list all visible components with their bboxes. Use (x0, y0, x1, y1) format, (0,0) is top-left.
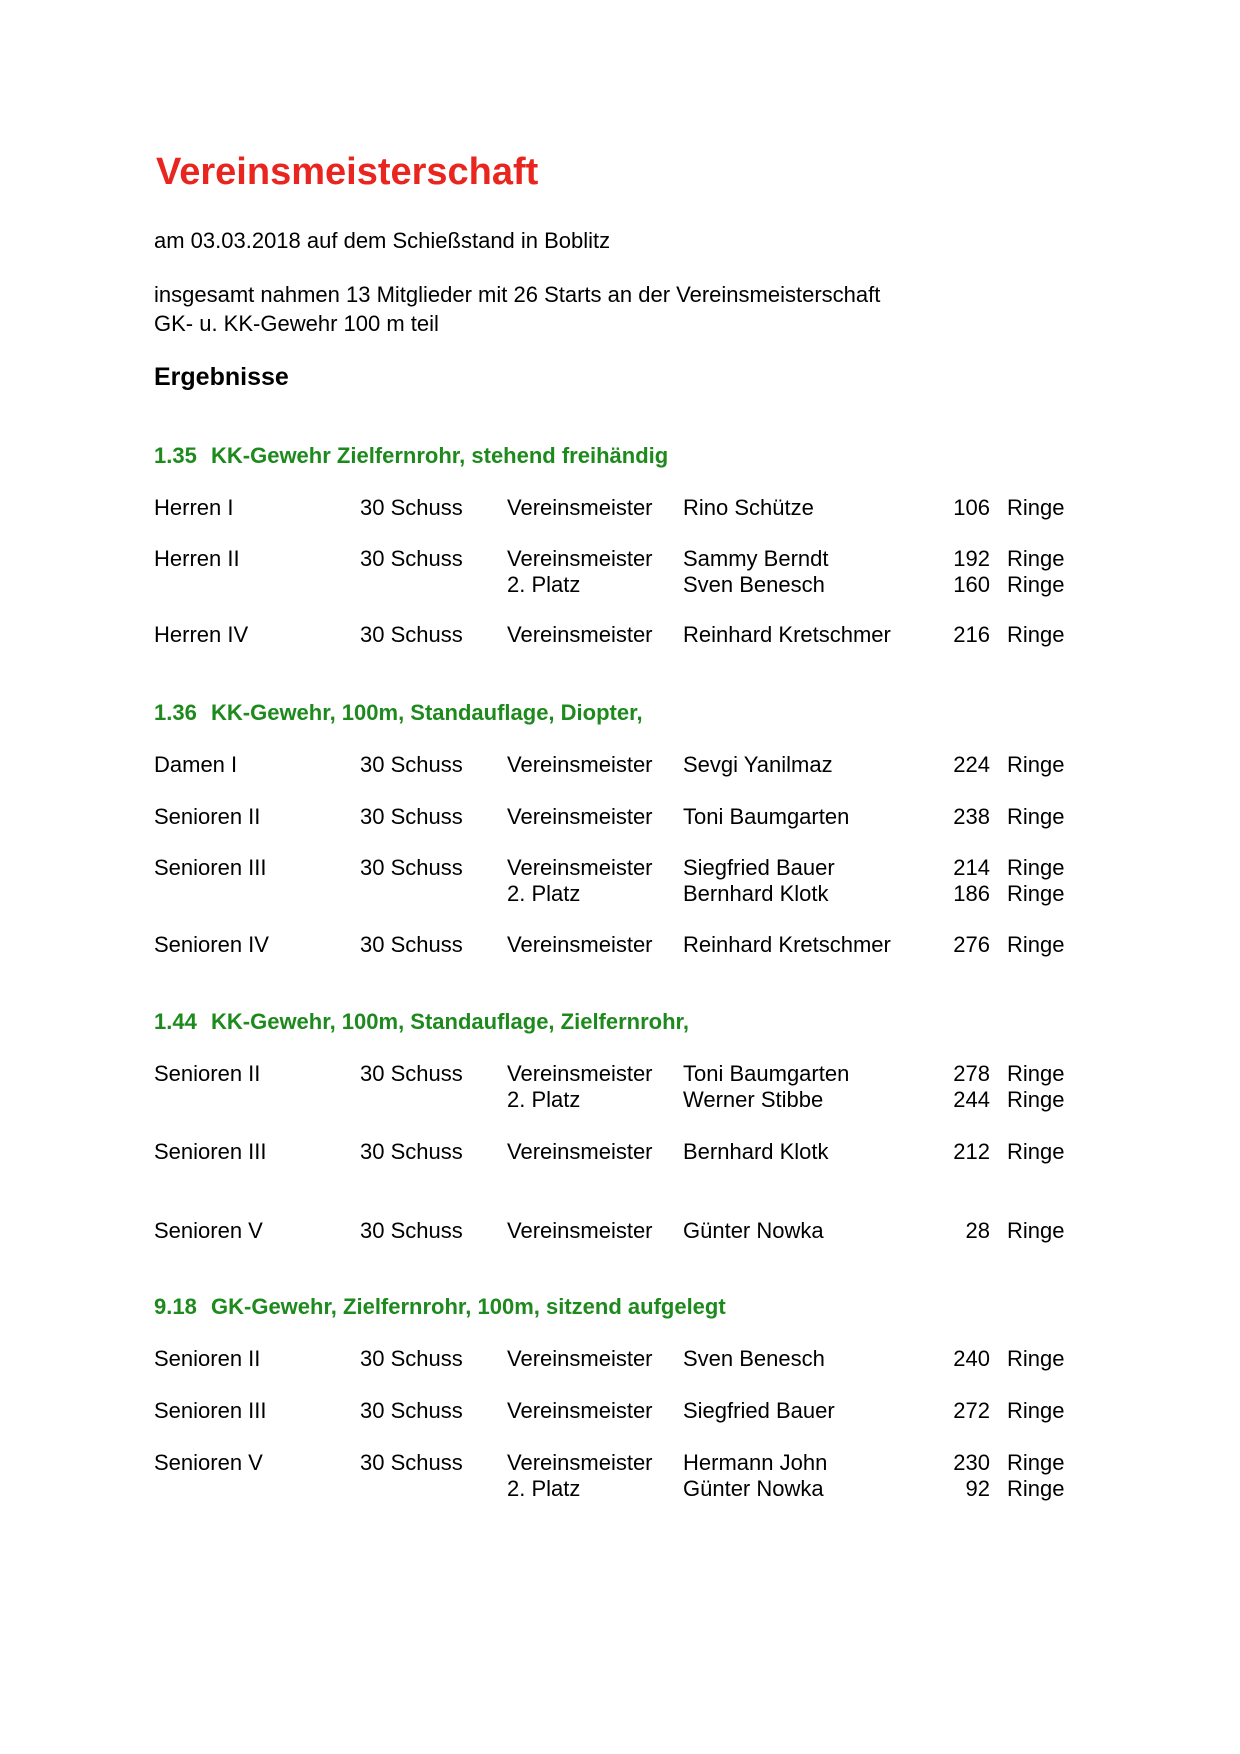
score-unit: Ringe (1007, 855, 1065, 880)
shot-count: 30 Schuss (360, 1346, 463, 1371)
score: 212 (953, 1139, 990, 1164)
section-title (154, 441, 668, 470)
section-discipline: GK-Gewehr, Zielfernrohr, 100m, sitzend aufgelegt (211, 1294, 726, 1319)
shot-count: 30 Schuss (360, 1450, 463, 1475)
score: 28 (965, 1218, 990, 1243)
class-name: Senioren III (154, 855, 267, 880)
placement: Vereinsmeister (507, 622, 653, 647)
placement: Vereinsmeister (507, 495, 653, 520)
shooter-name: Sevgi Yanilmaz (683, 752, 833, 777)
score-unit: Ringe (1007, 752, 1065, 777)
class-name: Damen I (154, 752, 238, 777)
placement: Vereinsmeister (507, 1398, 653, 1423)
shot-count: 30 Schuss (360, 622, 463, 647)
score: 224 (953, 752, 990, 777)
score: 230 (953, 1450, 990, 1475)
shooter-name: Günter Nowka (683, 1218, 824, 1243)
shooter-name: Sammy Berndt (683, 546, 829, 571)
score-unit: Ringe (1007, 1087, 1065, 1112)
score: 186 (953, 881, 990, 906)
score: 216 (953, 622, 990, 647)
shooter-name: Sven Benesch (683, 1346, 825, 1371)
score-unit: Ringe (1007, 1398, 1065, 1423)
score: 276 (953, 932, 990, 957)
shooter-name: Rino Schütze (683, 495, 814, 520)
placement: Vereinsmeister (507, 752, 653, 777)
shot-count: 30 Schuss (360, 932, 463, 957)
score-unit: Ringe (1007, 1139, 1065, 1164)
shooter-name: Toni Baumgarten (683, 804, 850, 829)
score-unit: Ringe (1007, 1061, 1065, 1086)
class-name: Senioren II (154, 804, 261, 829)
placement: Vereinsmeister (507, 1346, 653, 1371)
shooter-name: Reinhard Kretschmer (683, 932, 891, 957)
score-unit: Ringe (1007, 1450, 1065, 1475)
placement: 2. Platz (507, 1476, 581, 1501)
placement: 2. Platz (507, 881, 581, 906)
class-name: Senioren II (154, 1061, 261, 1086)
score: 92 (965, 1476, 990, 1501)
placement: Vereinsmeister (507, 1218, 653, 1243)
placement: Vereinsmeister (507, 855, 653, 880)
score: 214 (953, 855, 990, 880)
score: 192 (953, 546, 990, 571)
shot-count: 30 Schuss (360, 546, 463, 571)
class-name: Senioren II (154, 1346, 261, 1371)
class-name: Senioren V (154, 1450, 263, 1475)
shot-count: 30 Schuss (360, 804, 463, 829)
section-discipline: KK-Gewehr, 100m, Standauflage, Zielfernrohr, (211, 1009, 690, 1034)
score: 238 (953, 804, 990, 829)
shot-count: 30 Schuss (360, 855, 463, 880)
section-title (154, 1007, 689, 1036)
placement: Vereinsmeister (507, 546, 653, 571)
page-title: Vereinsmeisterschaft (156, 151, 539, 193)
class-name: Herren IV (154, 622, 249, 647)
shot-count: 30 Schuss (360, 1218, 463, 1243)
section-title (154, 1292, 726, 1321)
shot-count: 30 Schuss (360, 1061, 463, 1086)
score-unit: Ringe (1007, 1346, 1065, 1371)
shot-count: 30 Schuss (360, 752, 463, 777)
intro-participants-line: insgesamt nahmen 13 Mitglieder mit 26 Starts an der Vereinsmeisterschaft (154, 282, 881, 307)
class-name: Senioren V (154, 1218, 263, 1243)
score-unit: Ringe (1007, 572, 1065, 597)
placement: 2. Platz (507, 1087, 581, 1112)
class-name: Herren I (154, 495, 234, 520)
section-discipline: KK-Gewehr, 100m, Standauflage, Diopter, (211, 700, 643, 725)
shooter-name: Reinhard Kretschmer (683, 622, 891, 647)
shooter-name: Siegfried Bauer (683, 855, 835, 880)
shot-count: 30 Schuss (360, 1139, 463, 1164)
section-number: 1.44 (154, 1009, 197, 1034)
class-name: Herren II (154, 546, 240, 571)
shooter-name: Hermann John (683, 1450, 828, 1475)
score-unit: Ringe (1007, 546, 1065, 571)
shooter-name: Siegfried Bauer (683, 1398, 835, 1423)
section-number: 1.35 (154, 443, 197, 468)
score: 278 (953, 1061, 990, 1086)
section-discipline: KK-Gewehr Zielfernrohr, stehend freihändig (211, 443, 669, 468)
score: 160 (953, 572, 990, 597)
shooter-name: Sven Benesch (683, 572, 825, 597)
shooter-name: Werner Stibbe (683, 1087, 824, 1112)
score: 240 (953, 1346, 990, 1371)
score-unit: Ringe (1007, 622, 1065, 647)
score-unit: Ringe (1007, 495, 1065, 520)
section-title (154, 698, 643, 727)
score: 244 (953, 1087, 990, 1112)
class-name: Senioren IV (154, 932, 269, 957)
shooter-name: Günter Nowka (683, 1476, 824, 1501)
placement: 2. Platz (507, 572, 581, 597)
results-heading: Ergebnisse (154, 363, 289, 391)
placement: Vereinsmeister (507, 932, 653, 957)
section-number: 1.36 (154, 700, 197, 725)
score: 106 (953, 495, 990, 520)
shot-count: 30 Schuss (360, 495, 463, 520)
score-unit: Ringe (1007, 804, 1065, 829)
score-unit: Ringe (1007, 881, 1065, 906)
intro-date-line: am 03.03.2018 auf dem Schießstand in Boblitz (154, 228, 611, 253)
score-unit: Ringe (1007, 1218, 1065, 1243)
score: 272 (953, 1398, 990, 1423)
class-name: Senioren III (154, 1398, 267, 1423)
intro-weapons-line: GK- u. KK-Gewehr 100 m teil (154, 311, 439, 336)
placement: Vereinsmeister (507, 804, 653, 829)
shooter-name: Bernhard Klotk (683, 881, 829, 906)
shooter-name: Bernhard Klotk (683, 1139, 829, 1164)
placement: Vereinsmeister (507, 1450, 653, 1475)
class-name: Senioren III (154, 1139, 267, 1164)
shot-count: 30 Schuss (360, 1398, 463, 1423)
score-unit: Ringe (1007, 1476, 1065, 1501)
shooter-name: Toni Baumgarten (683, 1061, 850, 1086)
score-unit: Ringe (1007, 932, 1065, 957)
section-number: 9.18 (154, 1294, 197, 1319)
placement: Vereinsmeister (507, 1139, 653, 1164)
placement: Vereinsmeister (507, 1061, 653, 1086)
